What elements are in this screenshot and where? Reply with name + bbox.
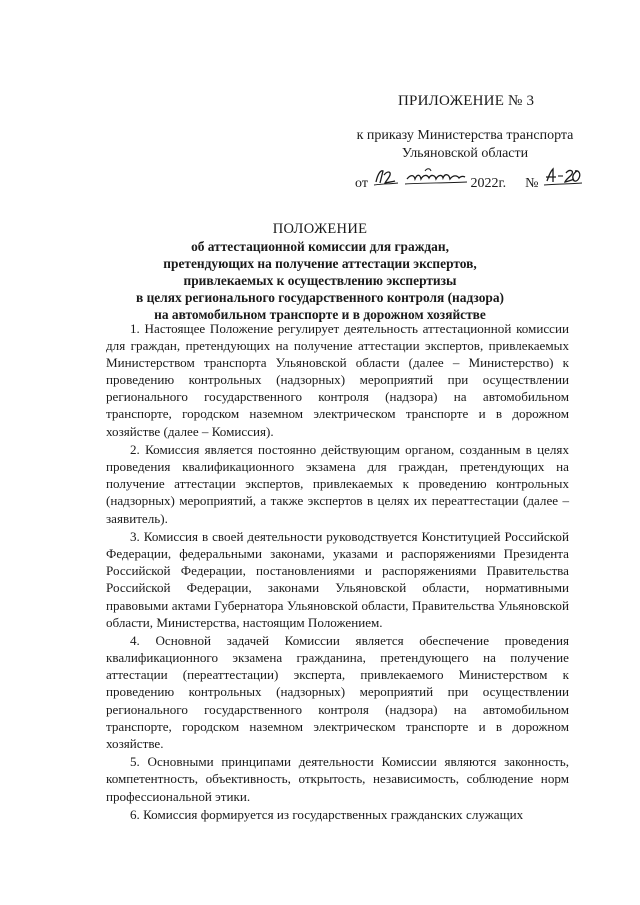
order-date-line [355, 171, 582, 192]
paragraph-6: 6. Комиссия формируется из государственных гражданских служащих [130, 807, 524, 823]
paragraph-3: 3. Комиссия в своей деятельности руководствуется Конституцией Российской Федерации, федеральными законами, указами и распоряжениями Президента Российской Федерации, постановлениями и распоряжениями Правительства Российской Федерации, законами Ульяновской области, нормативными правовыми актами Губернатора Ульяновской области, Правительства Ульяновской области, Министерства, настоящим Положением. [106, 529, 569, 630]
handwritten-month-signature [405, 171, 467, 187]
document-body [106, 320, 569, 823]
number-prefix: № [525, 176, 539, 191]
paragraph-5: 5. Основными принципами деятельности Комиссии являются законность, компетентность, объективность, открытость, независимость, соблюдение норм профессиональной этики. [106, 754, 569, 804]
paragraph-2: 2. Комиссия является постоянно действующим органом, созданным в целях проведения квалификационного экзамена для граждан, претендующих на получение аттестации экспертов, привлекаемых к проведению контрольных (надзорных) мероприятий, а также экспертов в целях их переаттестации (далее – заявитель). [106, 442, 569, 526]
document-title: ПОЛОЖЕНИЕ [272, 221, 368, 237]
handwritten-day-signature [373, 171, 399, 187]
order-reference-line-1: к приказу Министерства транспорта [356, 128, 574, 143]
paragraph-1: 1. Настоящее Положение регулирует деятельность аттестационной комиссии для граждан, претендующих на получение аттестации экспертов, привлекаемых Министерством транспорта Ульяновской области (далее – Министерство) к проведению контрольных (надзорных) мероприятий при осуществлении регионального государственного контроля (надзора) на автомобильном транспорте, городском наземном электрическом транспорте и в дорожном хозяйстве (далее – Комиссия). [106, 321, 569, 439]
date-prefix: от [355, 176, 368, 191]
handwritten-order-number-signature [544, 171, 582, 187]
order-reference-line-2: Ульяновской области [401, 146, 529, 161]
appendix-title: ПРИЛОЖЕНИЕ № 3 [398, 93, 535, 109]
document-subtitle-line-3: привлекаемых к осуществлению экспертизы [183, 273, 457, 288]
paragraph-4: 4. Основной задачей Комиссии является обеспечение проведения квалификационного экзамена гражданина, претендующего на получение аттестации (переаттестации) эксперта, привлекаемого Министерством к проведению контрольных (надзорных) мероприятий при осуществлении регионального государственного контроля (надзора) на автомобильном транспорте, городском наземном электрическом транспорте и в дорожном хозяйстве. [106, 633, 569, 751]
order-year: 2022г. [470, 176, 507, 191]
document-subtitle-line-1: об аттестационной комиссии для граждан, [191, 239, 449, 254]
document-subtitle-line-5: на автомобильном транспорте и в дорожном хозяйстве [154, 307, 486, 322]
document-subtitle-line-4: в целях регионального государственного контроля (надзора) [136, 290, 504, 305]
document-subtitle-line-2: претендующих на получение аттестации экспертов, [163, 256, 477, 271]
